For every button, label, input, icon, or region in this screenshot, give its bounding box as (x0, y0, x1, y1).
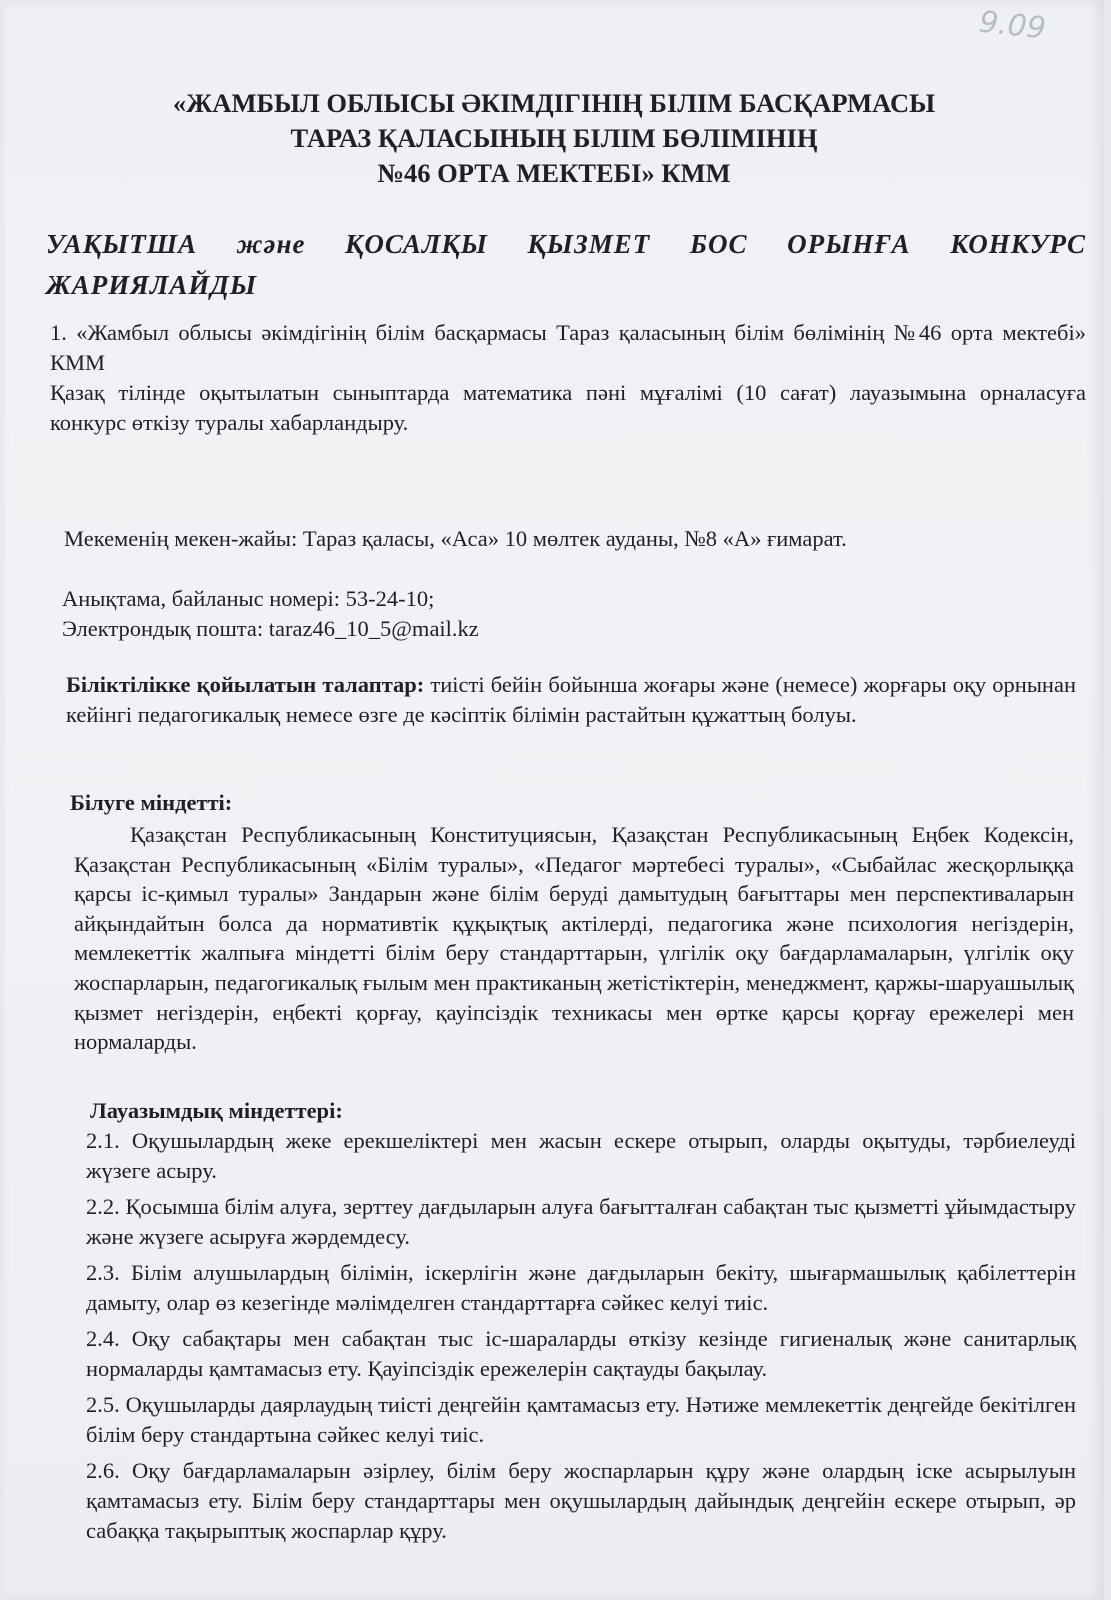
qualification-label: Біліктілікке қойылатын талаптар: (66, 672, 425, 697)
document-page (4, 0, 1104, 1600)
intro-organization: 1. «Жамбыл облысы әкімдігінің білім басқармасы Тараз қаласының білім бөлімінің №46 орта мектебі» КММ (50, 320, 1086, 375)
knowledge-text: Қазақстан Республикасының Конституциясын, Қазақстан Республикасының Еңбек Кодексін, Қазақстан Республикасының «Білім туралы», «Педагог мәртебесі туралы», «Сыбайлас жесқорлыққа қарсы іс-қимыл туралы» Зандарын және білім беруді дамытудың бағыттары мен перспективаларын айқындайтын болса да нормативтік құқықтық актілерді, педагогика және психология негіздерін, мемлекеттік жалпыға міндетті білім беру стандарттарын, үлгілік оқу бағдарламаларын, үлгілік оқу жоспарларын, педагогикалық ғылым мен практиканың жетістіктерін, менеджмент, қаржы-шаруашылық қызмет негіздерін, еңбекті қорғау, қауіпсіздік техникасы мен өртке қарсы қорғау ережелері мен нормаларды. (74, 822, 1074, 1055)
phone-line: Анықтама, байланыс номері: 53-24-10; (62, 586, 435, 611)
announcement-title-cont: ЖАРИЯЛАЙДЫ (46, 270, 258, 300)
handwritten-note: 9.09 (977, 4, 1048, 47)
duties-list (86, 1126, 1076, 1552)
duty-item: 2.5. Оқушыларды даярлаудың тиісті деңгейін қамтамасыз ету. Нәтиже мемлекеттік деңгейде бекітілген білім беру стандартына сәйкес келуі тиіс. (86, 1392, 1076, 1447)
qualification-requirements (66, 670, 1076, 730)
duty-item: 2.2. Қосымша білім алуға, зерттеу дағдыларын алуға бағытталған сабақтан тыс қызметті ұйымдастыру және жүзеге асыруға жәрдемдесу. (86, 1194, 1076, 1249)
header-line-3: №46 ОРТА МЕКТЕБІ» КММ (377, 158, 731, 188)
qualification-text: тиісті бейін бойынша жоғары және (немесе) жорғары оқу орнынан кейінгі педагогикалық немесе өзге де кәсіптік білімін растайтын құжаттың болуы. (66, 672, 1077, 727)
header-line-2: ТАРАЗ ҚАЛАСЫНЫҢ БІЛІМ БӨЛІМІНІҢ (290, 123, 818, 153)
announcement-title: УАҚЫТША және ҚОСАЛҚЫ ҚЫЗМЕТ БОС ОРЫНҒА КОНКУРС (46, 229, 1086, 259)
header-line-1: «ЖАМБЫЛ ОБЛЫСЫ ӘКІМДІГІНІҢ БІЛІМ БАСҚАРМАСЫ (172, 88, 936, 118)
email-line: Электрондық пошта: taraz46_10_5@mail.kz (62, 616, 479, 641)
document-header (4, 86, 1104, 191)
duty-item: 2.1. Оқушылардың жеке ерекшеліктері мен жасын ескере отырып, оларды оқытуды, тәрбиелеуді жүзеге асыру. (86, 1128, 1076, 1183)
knowledge-heading: Білуге міндетті: (70, 790, 233, 815)
duty-item: 2.6. Оқу бағдарламаларын әзірлеу, білім беру жоспарларын құру және олардың іске асырылуын қамтамасыз ету. Білім беру стандарттары мен оқушылардың дайындық деңгейін ескере отырып, әр сабаққа тақырыптық жоспарлар құру. (86, 1458, 1076, 1543)
duty-item: 2.3. Білім алушылардың білімін, іскерлігін және дағдыларын бекіту, шығармашылық қабілеттерін дамыту, олар өз кезегінде мәлімделген стандарттарға сәйкес келуі тиіс. (86, 1260, 1076, 1315)
duties-heading: Лауазымдық міндеттері: (90, 1098, 343, 1123)
duty-item: 2.4. Оқу сабақтары мен сабақтан тыс іс-шараларды өткізу кезінде гигиеналық және санитарлық нормаларды қамтамасыз ету. Қауіпсіздік ережелерін сақтауды бақылау. (86, 1326, 1076, 1381)
address-line: Мекеменің мекен-жайы: Тараз қаласы, «Аса» 10 мөлтек ауданы, №8 «А» ғимарат. (64, 526, 847, 551)
intro-position: Қазақ тілінде оқытылатын сыныптарда математика пәні мұғалімі (10 сағат) лауазымына орналасуға конкурс өткізу туралы хабарландыру. (50, 380, 1086, 435)
